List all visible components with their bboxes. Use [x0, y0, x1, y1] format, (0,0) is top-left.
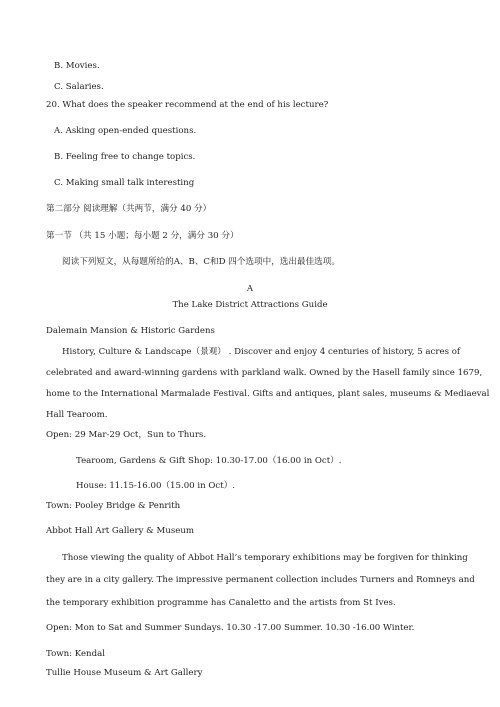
attraction-desc-line: Hall Tearoom.	[46, 410, 108, 420]
attraction-town: Town: Pooley Bridge & Penrith	[46, 501, 181, 511]
attraction-desc-line: celebrated and award-winning gardens with parkland walk. Owned by the Hasell family since 1679,	[46, 368, 483, 378]
attraction-name: Tullie House Museum & Art Gallery	[46, 668, 203, 678]
attraction-desc-line: home to the International Marmalade Festival. Gifts and antiques, plant sales, museums & Mediaeval	[46, 389, 490, 399]
q20-option-a: A. Asking open-ended questions.	[54, 126, 197, 136]
attraction-hours: House: 11.15-16.00（15.00 in Oct）.	[76, 481, 236, 491]
attraction-name: Abbot Hall Art Gallery & Museum	[46, 526, 195, 536]
attraction-hours: Tearoom, Gardens & Gift Shop: 10.30-17.00（16.00 in Oct）.	[76, 456, 342, 466]
q19-option-c: C. Salaries.	[54, 82, 104, 92]
q20-question: 20. What does the speaker recommend at the end of his lecture?	[46, 100, 329, 110]
passage-label: A	[246, 284, 254, 294]
attraction-desc-line: the temporary exhibition programme has Canaletto and the artists from St Ives.	[46, 598, 396, 608]
passage-title: The Lake District Attractions Guide	[172, 300, 328, 310]
attraction-desc-line: History, Culture & Landscape（景观） . Discover and enjoy 4 centuries of history, 5 acres of	[62, 347, 461, 357]
attraction-town: Town: Kendal	[46, 649, 105, 659]
attraction-open: Open: 29 Mar-29 Oct，Sun to Thurs.	[46, 430, 207, 440]
q20-option-b: B. Feeling free to change topics.	[54, 152, 196, 162]
attraction-open: Open: Mon to Sat and Summer Sundays. 10.30 -17.00 Summer. 10.30 -16.00 Winter.	[46, 623, 415, 633]
attraction-name: Dalemain Mansion & Historic Gardens	[46, 326, 215, 336]
q20-option-c: C. Making small talk interesting	[54, 178, 195, 188]
attraction-desc-line: Those viewing the quality of Abbot Hall’s temporary exhibitions may be forgiven for thinking	[62, 553, 468, 563]
instructions: 阅读下列短文，从每题所给的A、B、C和D 四个选项中，选出最佳选项。	[62, 257, 340, 267]
part-title: 第二部分 阅读理解（共两节，满分 40 分）	[46, 204, 212, 214]
subsection-title: 第一节 （共 15 小题；每小题 2 分，满分 30 分）	[46, 231, 239, 241]
attraction-desc-line: they are in a city gallery. The impressive permanent collection includes Turners and Romneys and	[46, 575, 475, 585]
q19-option-b: B. Movies.	[54, 61, 100, 71]
